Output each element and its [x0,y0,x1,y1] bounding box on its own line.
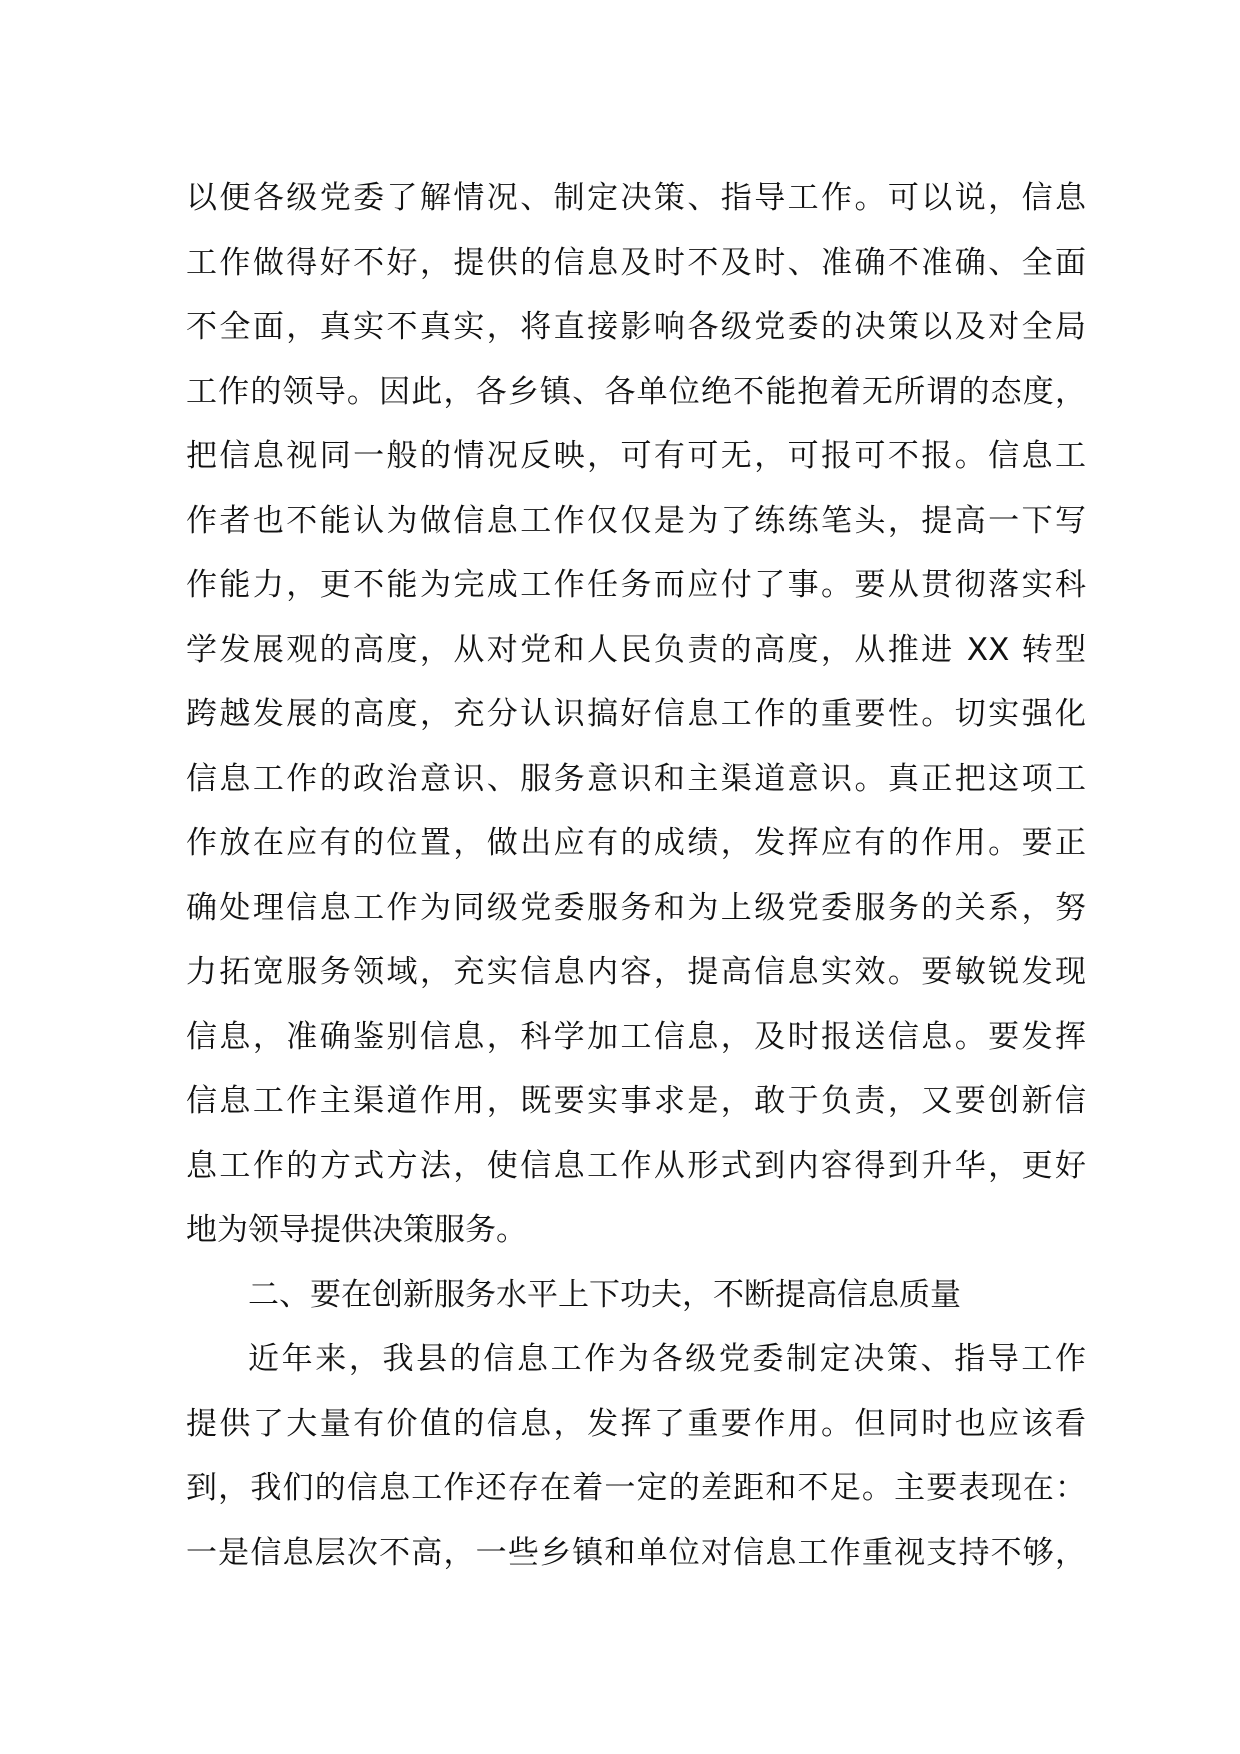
text-line: 把信息视同一般的情况反映，可有可无，可报可不报。信息工 [186,438,1086,474]
text-line: 力拓宽服务领域，充实信息内容，提高信息实效。要敏锐发现 [186,954,1086,990]
text-line: 作者也不能认为做信息工作仅仅是为了练练笔头，提高一下写 [186,502,1086,539]
text-line: 作能力，更不能为完成工作任务而应付了事。要从贯彻落实科 [186,567,1086,603]
text-line: 一是信息层次不高，一些乡镇和单位对信息工作重视支持不够， [186,1534,1086,1571]
text-line: 学发展观的高度，从对党和人民负责的高度，从推进 XX 转型 [186,631,1086,668]
paragraph-1 [186,166,1086,1263]
text-line: 信息，准确鉴别信息，科学加工信息，及时报送信息。要发挥 [186,1018,1086,1055]
document-body [186,166,1086,1585]
paragraph-2 [186,1327,1086,1585]
text-line: 工作做得好不好，提供的信息及时不及时、准确不准确、全面 [186,244,1086,281]
text-line: 地为领导提供决策服务。 [186,1212,527,1248]
text-line: 到，我们的信息工作还存在着一定的差距和不足。主要表现在： [186,1470,1086,1506]
section-heading: 二、要在创新服务水平上下功夫，不断提高信息质量 [248,1276,961,1313]
text-line: 信息工作的政治意识、服务意识和主渠道意识。真正把这项工 [186,760,1086,797]
text-line: 近年来，我县的信息工作为各级党委制定决策、指导工作 [248,1341,1086,1377]
text-line: 信息工作主渠道作用，既要实事求是，敢于负责，又要创新信 [186,1083,1086,1119]
text-line: 跨越发展的高度，充分认识搞好信息工作的重要性。切实强化 [186,696,1086,732]
text-line: 不全面，真实不真实，将直接影响各级党委的决策以及对全局 [186,309,1086,345]
text-line: 作放在应有的位置，做出应有的成绩，发挥应有的作用。要正 [186,825,1086,861]
text-line: 息工作的方式方法，使信息工作从形式到内容得到升华，更好 [186,1147,1086,1184]
text-line: 确处理信息工作为同级党委服务和为上级党委服务的关系，努 [186,889,1086,926]
text-line: 以便各级党委了解情况、制定决策、指导工作。可以说，信息 [186,180,1086,216]
text-line: 提供了大量有价值的信息，发挥了重要作用。但同时也应该看 [186,1405,1086,1442]
text-line: 工作的领导。因此，各乡镇、各单位绝不能抱着无所谓的态度， [186,373,1086,410]
